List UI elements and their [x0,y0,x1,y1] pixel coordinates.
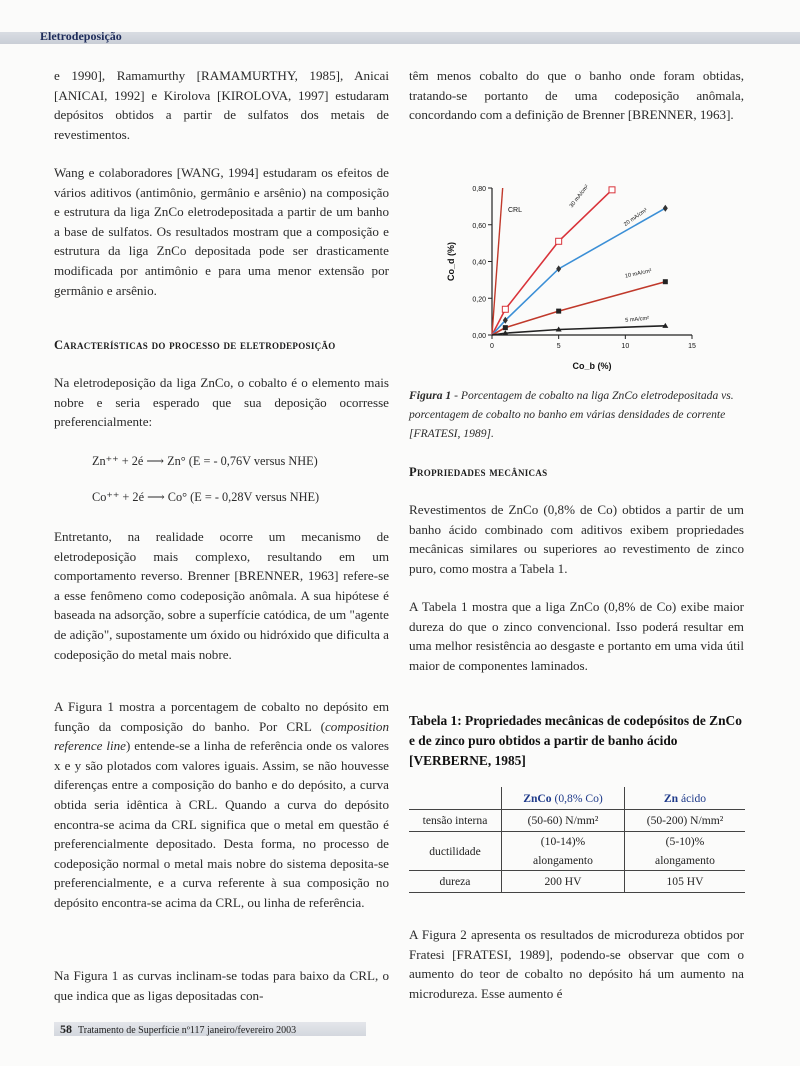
data-point [663,279,668,284]
cell-line: alongamento [533,854,593,867]
table-row [409,810,745,832]
y-tick-label: 0,80 [472,186,486,193]
section-title: Eletrodeposição [40,29,122,43]
paragraph: e 1990], Ramamurthy [RAMAMURTHY, 1985], Anicai [ANICAI, 1992] e Kirolova [KIROLOVA, 1997] estudaram depósitos obtidos a partir de sulfatos dos metais de revestimentos. [54,68,389,142]
header-rest: (0,8% Co) [551,791,603,805]
x-axis-label: Co_b (%) [572,361,612,371]
caption-label: Figura 1 [409,389,452,402]
footer-text: Tratamento de Superfície nº117 janeiro/fevereiro 2003 [78,1025,297,1036]
series-label: 10 mA/cm² [624,268,653,280]
series-label: 20 mA/cm² [623,207,649,228]
left-column-block [54,373,389,432]
table-header-zn [625,787,746,810]
data-point [556,238,562,244]
series-label: 5 mA/cm² [624,315,650,324]
paragraph: A Figura 2 apresenta os resultados de microdureza obtidos por Fratesi [FRATESI, 1989], podendo-se observar que com o aumento do teor de cobalto no depósito há um aumento na microdureza. Esse aumento é [409,927,744,1001]
y-tick-label: 0,40 [472,259,486,267]
heading-text: Propriedades mecânicas [409,465,548,479]
x-tick-label: 10 [621,343,630,350]
right-column-block [409,66,744,125]
table-row [409,871,745,893]
left-column [54,66,389,144]
paragraph [54,697,389,913]
left-column-block [54,163,389,300]
italic-term: composition reference line [54,718,389,754]
header-bold: ZnCo [523,791,552,805]
cell-line: (10-14)% [540,835,586,848]
paragraph: Na eletrodeposição da liga ZnCo, o cobalto é o elemento mais nobre e seria esperado que sua deposição ocorresse preferencialmente: [54,375,389,430]
table-header-znco [502,787,625,810]
left-column-block [54,966,389,1005]
section-heading [409,463,744,484]
figure-caption [409,386,749,443]
cell-znco [502,832,625,871]
y-axis-label: Co_d (%) [446,242,456,281]
row-label: dureza [439,875,471,888]
paragraph: Entretanto, na realidade ocorre um mecanismo de eletrodeposição mais complexo, resultando em um comportamento reverso. Brenner [BRENNER, 1963] refere-se a esse fenômeno como codeposição anômala. A sua hipótese é baseada na adsorção, sobre a superfície catódica, de um "agente de adição", supostamente um óxido ou hidróxido que dificulta a codeposição do metal mais nobre. [54,529,389,662]
cell-zn: 105 HV [666,875,704,888]
cell-zn [625,832,746,871]
table-title: Tabela 1: Propriedades mecânicas de codepósitos de ZnCo e de zinco puro obtidos a partir de banho ácido [VERBERNE, 1985] [409,713,742,768]
heading-text: Características do processo de eletrodeposição [54,338,336,352]
header-rest: ácido [678,791,707,805]
cell-znco: (50-60) N/mm² [502,810,625,832]
section-heading [54,336,389,357]
series-line [492,326,665,335]
equation-cobalt: Co⁺⁺ + 2é ⟶ Co° (E = - 0,28V versus NHE) [92,490,320,504]
page-footer [54,1022,366,1036]
paragraph: Revestimentos de ZnCo (0,8% de Co) obtidos a partir de um banho ácido combinado com aditivos exibem propriedades mecânicas similares ou superiores ao revestimento de zinco puro, como mostra a Tabela 1. [409,502,744,576]
left-column-block [54,527,389,664]
y-tick-label: 0,60 [472,222,486,230]
header-bold: Zn [663,791,679,805]
x-tick-label: 15 [688,343,696,350]
y-tick-label: 0,00 [472,333,486,340]
data-point [663,205,668,212]
figure-1-chart [430,180,730,380]
series-label: 30 mA/cm² [568,184,591,210]
cell-line: (5-10)% [665,835,705,848]
data-point [503,325,508,330]
data-point [502,306,508,312]
crl-label: CRL [508,206,523,214]
table-header-row [409,787,745,810]
x-tick-label: 5 [556,343,561,350]
paragraph: A Tabela 1 mostra que a liga ZnCo (0,8% de Co) exibe maior dureza do que o zinco convencional. Isso poderá resultar em uma melhor resistência ao desgaste e portanto em uma vida útil maior de componentes laminados. [409,599,744,673]
cell-line: alongamento [655,854,715,867]
right-column-block [409,597,744,675]
right-column-block [409,925,744,1003]
text-span: A Figura 1 mostra a porcentagem de cobalto no depósito em função da composição do banho. Por CRL ( [54,699,389,734]
data-point [609,187,615,193]
table-corner [409,787,502,810]
paragraph: Na Figura 1 as curvas inclinam-se todas para baixo da CRL, o que indica que as ligas depositadas con- [54,968,389,1003]
paragraph: Wang e colaboradores [WANG, 1994] estudaram os efeitos de vários aditivos (antimônio, germânio e arsênio) na composição e estrutura da liga ZnCo eletrodepositada a partir de um banho a base de sulfatos. Os resultados mostram que a composição e estrutura da liga ZnCo depositada pode ser drasticamente modificada por antimônio e para uma menor extensão por germânio e arsênio. [54,165,389,298]
right-column-block [409,500,744,578]
row-label: tensão interna [422,814,488,827]
properties-table [409,787,745,893]
row-label: ductilidade [429,844,481,858]
crl-line [492,188,503,335]
equation-zinc: Zn⁺⁺ + 2é ⟶ Zn° (E = - 0,76V versus NHE) [92,454,318,468]
data-point [556,309,561,314]
cell-znco: 200 HV [502,871,625,893]
page-number: 58 [60,1022,72,1036]
cell-zn: (50-200) N/mm² [646,814,724,827]
x-tick-label: 0 [490,343,494,350]
left-column-block [54,697,389,913]
y-tick-label: 0,20 [472,296,486,304]
paragraph: têm menos cobalto do que o banho onde foram obtidas, tratando-se portanto de uma codeposição anômala, concordando com a definição de Brenner [BRENNER, 1963]. [409,68,744,123]
table-row [409,832,745,871]
caption-text: - Porcentagem de cobalto na liga ZnCo eletrodepositada vs. porcentagem de cobalto no banho em várias densidades de corrente [FRATESI, 1989]. [409,389,734,440]
text-span: ) entende-se a linha de referência onde os valores x e y são plotados com valores iguais. Assim, se não houvesse diferenças entre a composição do banho e do depósito, a curva obtida seria idêntica à CRL. Quando a curva do depósito encontra-se acima da CRL significa que o metal em questão é preferencialmente depositado. Desta forma, no processo de codeposição normal o metal mais nobre do sistema deposita-se preferencialmente, e a curva referente à sua composição no depósito encontra-se acima da CRL, ou linha de referência. [54,738,389,910]
